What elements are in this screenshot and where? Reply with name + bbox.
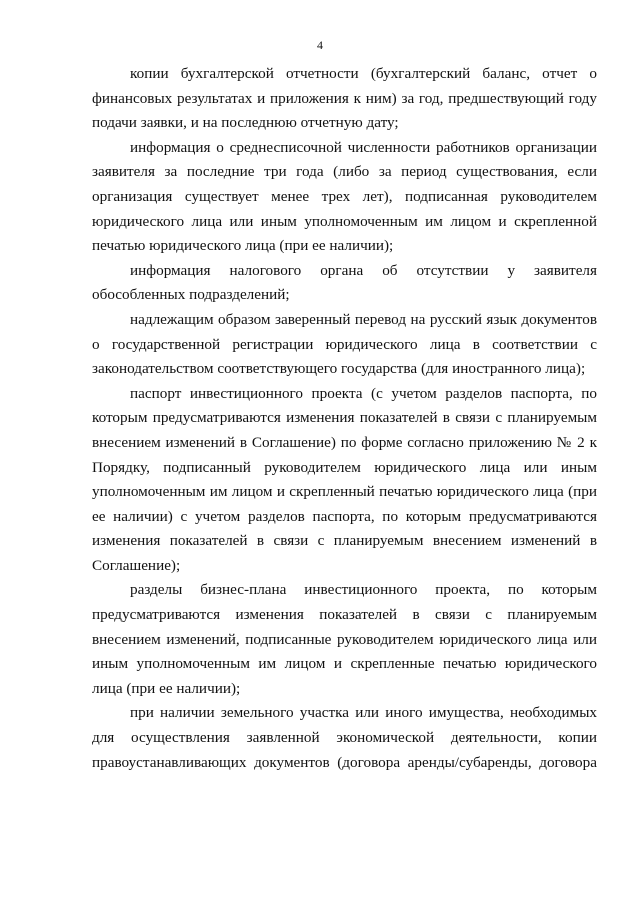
paragraph — [92, 308, 597, 382]
text-line: для осуществления заявленной экономической деятельности, копии — [92, 729, 597, 747]
text-line: организация существует менее трех лет), подписанная руководителем — [92, 187, 597, 205]
text-line: печатью юридического лица (при ее наличии); — [92, 237, 394, 255]
text-line: разделы бизнес-плана инвестиционного проекта, по которым — [130, 581, 597, 599]
document-body — [92, 62, 597, 775]
page-number: 4 — [317, 38, 323, 52]
text-line: обособленных подразделений; — [92, 286, 290, 304]
text-line: внесением изменений в Соглашение) по форме согласно приложению № 2 к — [92, 433, 597, 451]
text-line: которым предусматриваются изменения показателей в связи с планируемым — [92, 409, 597, 427]
text-line: информация налогового органа об отсутствии у заявителя — [130, 261, 597, 279]
paragraph — [92, 62, 597, 136]
text-line: о государственной регистрации юридического лица в соответствии с — [92, 335, 597, 353]
text-line: предусматриваются изменения показателей в связи с планируемым — [92, 606, 597, 624]
text-line: Соглашение); — [92, 556, 181, 574]
text-line: ее наличии) с учетом разделов паспорта, по которым предусматриваются — [92, 507, 597, 525]
paragraph — [92, 136, 597, 259]
text-line: информация о среднесписочной численности работников организации — [130, 138, 597, 156]
text-line: законодательством соответствующего государства (для иностранного лица); — [92, 360, 586, 378]
text-line: копии бухгалтерской отчетности (бухгалтерский баланс, отчет о — [130, 65, 597, 82]
text-line: иным уполномоченным им лицом и скрепленные печатью юридического — [92, 655, 597, 673]
text-line: надлежащим образом заверенный перевод на русский язык документов — [130, 310, 597, 328]
text-line: подачи заявки, и на последнюю отчетную дату; — [92, 114, 399, 132]
paragraph — [92, 701, 597, 775]
text-line: лица (при ее наличии); — [92, 679, 241, 697]
paragraph — [92, 382, 597, 579]
text-line: изменения показателей в связи с планируемым внесением изменений в — [92, 532, 597, 550]
text-line: внесением изменений, подписанные руководителем юридического лица или — [92, 630, 597, 648]
text-line: уполномоченным им лицом и скрепленный печатью юридического лица (при — [92, 483, 597, 501]
text-line: финансовых результатах и приложения к ним) за год, предшествующий году — [92, 89, 597, 107]
paragraph — [92, 578, 597, 701]
text-line: заявителя за последние три года (либо за период существования, если — [92, 163, 597, 181]
text-line: правоустанавливающих документов (договора аренды/субаренды, договора — [92, 753, 597, 771]
paragraph — [92, 259, 597, 308]
text-line: паспорт инвестиционного проекта (с учетом разделов паспорта, по — [130, 384, 597, 402]
text-line: юридического лица или иным уполномоченным им лицом и скрепленной — [92, 212, 597, 230]
text-line: Порядку, подписанный руководителем юридического лица или иным — [92, 458, 597, 476]
text-line: при наличии земельного участка или иного имущества, необходимых — [130, 704, 597, 722]
